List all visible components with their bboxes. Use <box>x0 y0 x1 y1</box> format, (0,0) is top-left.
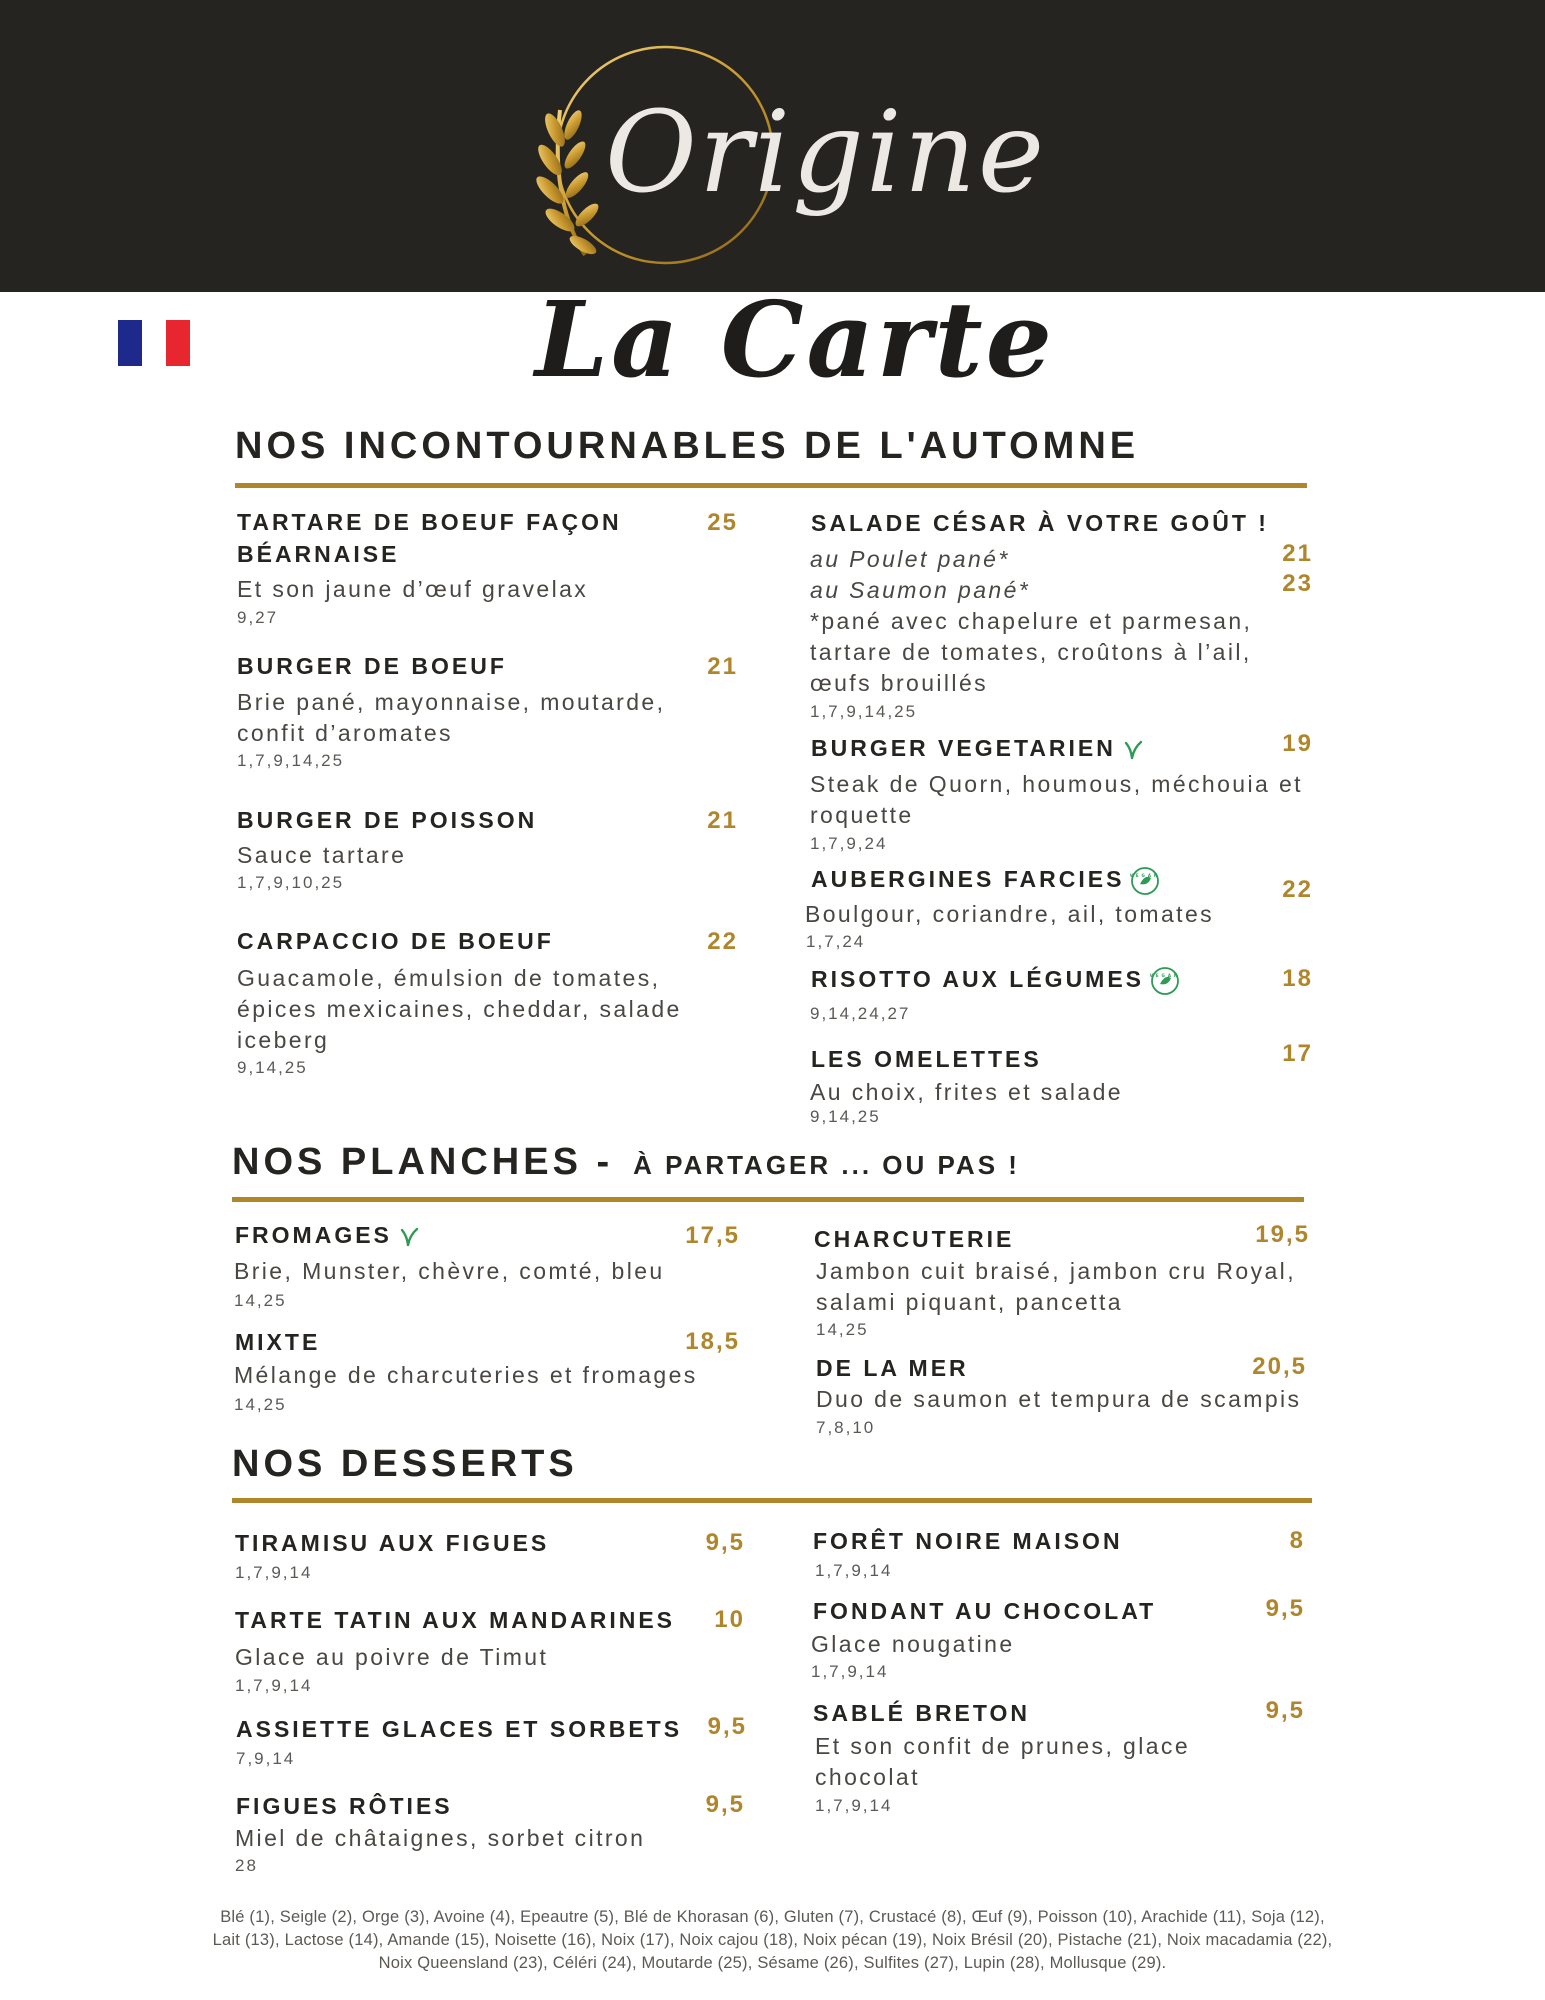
item-allergens: 1,7,9,24 <box>810 834 888 853</box>
item-allergens: 14,25 <box>234 1395 287 1414</box>
item-desc: Sauce tartare <box>237 842 407 868</box>
item-allergens: 28 <box>235 1856 258 1875</box>
item-name: FORÊT NOIRE MAISON <box>813 1528 1123 1554</box>
section-divider <box>235 483 1307 488</box>
item-desc: Steak de Quorn, houmous, méchouia et roquette <box>810 771 1303 828</box>
item-name: CHARCUTERIE <box>814 1226 1015 1252</box>
item-price: 22 <box>1282 876 1313 903</box>
section-title-text: NOS PLANCHES - <box>232 1141 614 1183</box>
item-desc: Duo de saumon et tempura de scampis <box>816 1386 1302 1412</box>
item-desc: Mélange de charcuteries et fromages <box>234 1362 698 1388</box>
item-price: 21 <box>1282 540 1313 567</box>
item-allergens: 1,7,9,14 <box>235 1676 313 1695</box>
item-allergens: 14,25 <box>234 1291 287 1310</box>
item-allergens: 7,9,14 <box>236 1749 296 1768</box>
item-price: 17,5 <box>685 1222 740 1249</box>
vegan-badge-text: VEGAN <box>1130 872 1161 878</box>
item-allergens: 1,7,9,10,25 <box>237 873 345 892</box>
page-title: La Carte <box>535 278 1055 401</box>
item-price: 19 <box>1282 730 1313 757</box>
section-subtitle: À PARTAGER ... OU PAS ! <box>633 1150 1020 1180</box>
item-desc: Boulgour, coriandre, ail, tomates <box>805 901 1215 927</box>
item-price: 25 <box>707 509 738 536</box>
item-name-text: AUBERGINES FARCIES <box>811 866 1125 892</box>
item-name <box>235 1219 420 1251</box>
vegetarian-leaf-icon <box>398 1226 420 1248</box>
item-price: 9,5 <box>1265 1595 1305 1622</box>
allergen-legend <box>60 1906 1485 1975</box>
item-name-text: RISOTTO AUX LÉGUMES <box>811 966 1145 992</box>
item-price: 23 <box>1282 570 1313 597</box>
item-price: 9,5 <box>705 1791 745 1818</box>
vegetarian-leaf-icon <box>1122 739 1144 761</box>
section-title-desserts: NOS DESSERTS <box>232 1443 578 1485</box>
item-price: 8 <box>1289 1527 1305 1554</box>
item-price: 18 <box>1282 965 1313 992</box>
item-name: SALADE CÉSAR À VOTRE GOÛT ! <box>811 510 1269 536</box>
vegan-badge-icon <box>1130 866 1160 896</box>
item-name: DE LA MER <box>816 1355 969 1381</box>
item-desc: Au choix, frites et salade <box>810 1079 1123 1105</box>
item-name-text: FROMAGES <box>235 1222 392 1248</box>
item-option: au Poulet pané* <box>810 546 1010 572</box>
item-desc: Glace nougatine <box>811 1631 1015 1657</box>
item-desc: Glace au poivre de Timut <box>235 1644 549 1670</box>
item-allergens: 1,7,9,14 <box>811 1662 889 1681</box>
item-price: 10 <box>714 1606 745 1633</box>
item-desc: *pané avec chapelure et parmesan, tartare de tomates, croûtons à l’ail, œufs brouillés <box>810 608 1253 696</box>
item-name: BURGER DE BOEUF <box>237 653 507 679</box>
item-price: 19,5 <box>1255 1221 1310 1248</box>
item-allergens: 1,7,9,14 <box>815 1796 893 1815</box>
item-name: LES OMELETTES <box>811 1046 1042 1072</box>
item-name: FIGUES RÔTIES <box>236 1793 453 1819</box>
item-price: 20,5 <box>1252 1353 1307 1380</box>
item-price: 21 <box>707 807 738 834</box>
item-desc: Miel de châtaignes, sorbet citron <box>235 1825 646 1851</box>
item-name: TARTE TATIN AUX MANDARINES <box>235 1607 676 1633</box>
item-name: ASSIETTE GLACES ET SORBETS <box>236 1716 683 1742</box>
item-desc: Et son confit de prunes, glace chocolat <box>815 1733 1191 1790</box>
item-desc: Brie pané, mayonnaise, moutarde, confit d’aromates <box>237 689 666 746</box>
item-name-text: BURGER VEGETARIEN <box>811 735 1116 761</box>
item-name: TIRAMISU AUX FIGUES <box>235 1530 550 1556</box>
item-name: SABLÉ BRETON <box>813 1700 1031 1726</box>
item-desc: Et son jaune d’œuf gravelax <box>237 576 589 602</box>
vegan-badge-text: VEGAN <box>1150 972 1181 978</box>
section-title-planches <box>232 1141 1020 1184</box>
item-allergens: 9,14,24,27 <box>810 1004 911 1023</box>
item-name: BURGER DE POISSON <box>237 807 538 833</box>
section-title-automne: NOS INCONTOURNABLES DE L'AUTOMNE <box>235 425 1140 467</box>
item-price: 21 <box>707 653 738 680</box>
section-divider <box>232 1498 1312 1503</box>
item-desc: Guacamole, émulsion de tomates, épices mexicaines, cheddar, salade iceberg <box>237 965 682 1053</box>
item-name <box>811 863 1160 896</box>
item-price: 9,5 <box>707 1713 747 1740</box>
allergen-legend-line: Noix Queensland (23), Céléri (24), Moutarde (25), Sésame (26), Sulfites (27), Lupin (28), Mollusque (29). <box>378 1954 1167 1972</box>
vegan-badge-icon <box>1150 966 1180 996</box>
item-price: 22 <box>707 928 738 955</box>
item-allergens: 1,7,9,14,25 <box>810 702 918 721</box>
item-option: au Saumon pané* <box>810 577 1031 603</box>
allergen-legend-line: Lait (13), Lactose (14), Amande (15), Noisette (16), Noix (17), Noix cajou (18), Noix pécan (19), Noix Brésil (20), Pistache (21), Noix macadamia (22), <box>212 1931 1333 1949</box>
item-allergens: 1,7,9,14,25 <box>237 751 345 770</box>
item-name: CARPACCIO DE BOEUF <box>237 928 554 954</box>
item-allergens: 1,7,9,14 <box>235 1563 313 1582</box>
item-price: 17 <box>1282 1040 1313 1067</box>
item-price: 9,5 <box>1265 1697 1305 1724</box>
item-name <box>811 963 1180 996</box>
item-desc: Jambon cuit braisé, jambon cru Royal, salami piquant, pancetta <box>816 1258 1296 1315</box>
item-allergens: 7,8,10 <box>816 1418 876 1437</box>
item-allergens: 1,7,24 <box>806 932 866 951</box>
item-name: FONDANT AU CHOCOLAT <box>813 1598 1157 1624</box>
item-name <box>811 732 1144 764</box>
item-desc: Brie, Munster, chèvre, comté, bleu <box>234 1258 665 1284</box>
item-name: MIXTE <box>235 1329 321 1355</box>
item-allergens: 9,14,25 <box>810 1107 881 1126</box>
item-price: 9,5 <box>705 1529 745 1556</box>
item-name: TARTARE DE BOEUF FAÇON BÉARNAISE <box>237 509 622 567</box>
logo-text: Origine <box>605 88 1047 218</box>
section-divider <box>232 1197 1304 1202</box>
flag-icon[interactable] <box>118 320 190 366</box>
item-price: 18,5 <box>685 1328 740 1355</box>
item-allergens: 9,14,25 <box>237 1058 308 1077</box>
item-allergens: 14,25 <box>816 1320 869 1339</box>
allergen-legend-line: Blé (1), Seigle (2), Orge (3), Avoine (4), Epeautre (5), Blé de Khorasan (6), Gluten (7), Crustacé (8), Œuf (9), Poisson (10), Arachide (11), Soja (12), <box>220 1908 1325 1926</box>
item-allergens: 1,7,9,14 <box>815 1561 893 1580</box>
item-allergens: 9,27 <box>237 608 279 627</box>
